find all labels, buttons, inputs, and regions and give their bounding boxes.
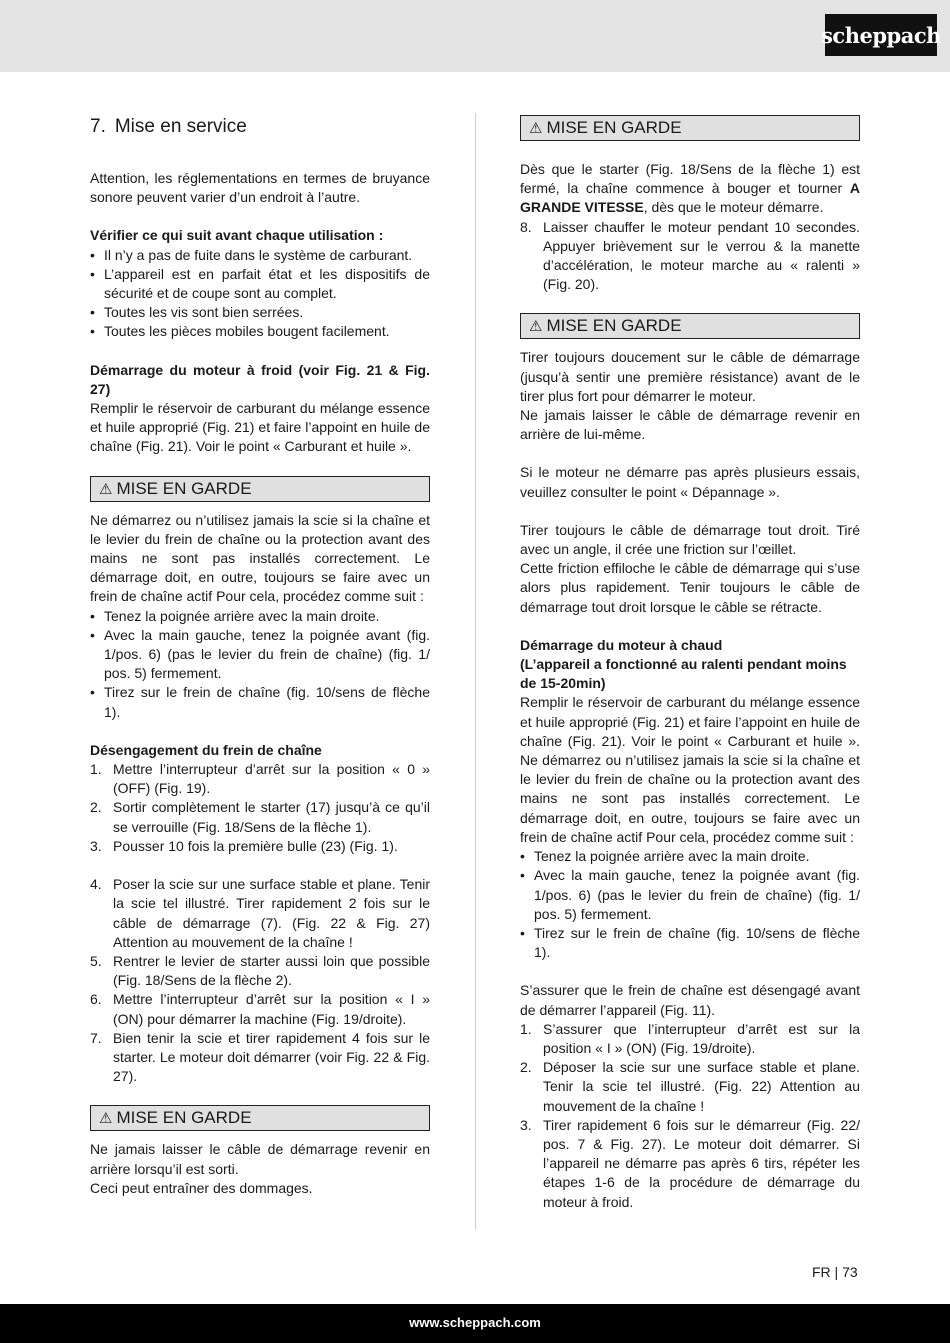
step-item: 1. Mettre l’interrupteur d’arrêt sur la position « 0 » (OFF) (Fig. 19). — [90, 761, 430, 797]
warning-triangle-icon: ⚠ — [99, 1110, 113, 1128]
chain-brake-heading: Désengagement du frein de chaîne — [90, 741, 322, 758]
page-number: FR | 73 — [812, 1264, 858, 1280]
cold-start-heading: Démarrage du moteur à froid (voir Fig. 21 & Fig. 27) — [90, 361, 430, 397]
warning-text: Cette friction effiloche le câble de démarrage qui s’use alors plus rapidement. Tenir toujours le câble de démarrage tout droit lorsque le câble se rétracte. — [520, 560, 860, 615]
right-column — [520, 115, 860, 1212]
check-list — [90, 246, 430, 342]
list-item: • Il n’y a pas de fuite dans le système de carburant. — [90, 246, 413, 263]
step-item: 3. Pousser 10 fois la première bulle (23) (Fig. 1). — [90, 837, 398, 854]
warning-triangle-icon: ⚠ — [529, 120, 543, 137]
list-item: • Avec la main gauche, tenez la poignée avant (fig. 1/pos. 6) (pas le levier du frein de chaîne) (fig. 1/ pos. 5) fermement. — [90, 626, 430, 682]
warning-text: Ne jamais laisser le câble de démarrage revenir en arrière de lui-même. — [520, 407, 860, 443]
warning-box: ⚠ MISE EN GARDE — [90, 476, 430, 502]
step-item: 3. Tirer rapidement 6 fois sur le démarreur (Fig. 22/ pos. 7 & Fig. 27). Le moteur doit démarrer. Si l’appareil ne démarre pas après 6 tirs, répéter les étapes 1-6 de la procédure de démarrage du moteur à froid. — [520, 1116, 860, 1210]
steps-list-b — [90, 875, 430, 1086]
section-number: 7. — [90, 116, 106, 137]
step-item: 2. Déposer la scie sur une surface stable et plane. Tenir la scie tel illustré. (Fig. 22) Attention au mouvement de la chaîne ! — [520, 1059, 860, 1114]
warm-start-subheading: (L’appareil a fonctionné au ralenti pendant moins de 15-20min) — [520, 656, 847, 692]
steps-list-c — [520, 218, 860, 295]
warning-box: ⚠ MISE EN GARDE — [520, 313, 860, 339]
cold-start-text: Remplir le réservoir de carburant du mélange essence et huile approprié (Fig. 21) et faire l’appoint en huile de chaîne (Fig. 21). Voir le point « Carburant et huile ». — [90, 400, 430, 455]
list-item: • Tirez sur le frein de chaîne (fig. 10/sens de flèche 1). — [90, 684, 430, 720]
step-item: 1. S’assurer que l’interrupteur d’arrêt est sur la position « I » (ON) (Fig. 19/droite). — [520, 1020, 860, 1056]
header-bar — [0, 0, 950, 72]
list-item: • Tenez la poignée arrière avec la main droite. — [90, 607, 380, 624]
step-item: 8. Laisser chauffer le moteur pendant 10 secondes. Appuyer brièvement sur le verrou & la manette d’accélération, le moteur marche au « ralenti » (Fig. 20). — [520, 218, 860, 293]
step-item: 4. Poser la scie sur une surface stable et plane. Tenir la scie tel illustré. Tirer rapidement 2 fois sur le câble de démarrage (7). (Fig. 22 & Fig. 27) Attention au mouvement de la chaîne ! — [90, 876, 430, 950]
warning-text: Dès que le starter (Fig. 18/Sens de la flèche 1) est fermé, la chaîne commence à bouger et tourner A GRANDE VITESSE, dès que le moteur démarre. — [520, 161, 860, 216]
warm-list — [520, 847, 860, 962]
warning-text: Ne démarrez ou n’utilisez jamais la scie si la chaîne et le levier du frein de chaîne ou la protection avant des mains ne sont pas installés correctement. Le démarrage doit, en outre, toujours se faire avec un frein de chaîne actif Pour cela, procédez comme suit : — [90, 511, 430, 605]
warm-start-heading: Démarrage du moteur à chaud — [520, 636, 723, 653]
warning-box: ⚠ MISE EN GARDE — [90, 1105, 430, 1131]
list-item: • L’appareil est en parfait état et les dispositifs de sécurité et de coupe sont au complet. — [90, 265, 430, 302]
column-divider — [475, 113, 476, 1230]
steps-list-a — [90, 760, 430, 856]
intro-text: Attention, les réglementations en termes de bruyance sonore peuvent varier d’un endroit à l’autre. — [90, 170, 430, 206]
step-item: 6. Mettre l’interrupteur d’arrêt sur la position « I » (ON) pour démarrer la machine (Fig. 19/droite). — [90, 991, 430, 1027]
list-item: • Tirez sur le frein de chaîne (fig. 10/sens de flèche 1). — [520, 924, 860, 961]
list-item: • Tenez la poignée arrière avec la main droite. — [520, 848, 810, 865]
ensure-text: S’assurer que le frein de chaîne est désengagé avant de démarrer l’appareil (Fig. 11). — [520, 982, 860, 1018]
brand-logo: scheppach — [825, 14, 937, 56]
warning-text: Si le moteur ne démarre pas après plusieurs essais, veuillez consulter le point « Dépannage ». — [520, 464, 860, 500]
warning-text: Tirer toujours doucement sur le câble de démarrage (jusqu’à sentir une première résistance) avant de le tirer plus fort pour démarrer le moteur. — [520, 349, 860, 404]
list-item: • Toutes les pièces mobiles bougent facilement. — [90, 323, 390, 340]
warning-triangle-icon: ⚠ — [529, 318, 543, 336]
warning-text: Ceci peut entraîner des dommages. — [90, 1179, 313, 1196]
list-item: • Avec la main gauche, tenez la poignée avant (fig. 1/pos. 6) (pas le levier du frein de chaîne) (fig. 1/ pos. 5) fermement. — [520, 867, 860, 922]
warning-list — [90, 607, 430, 722]
warning-triangle-icon: ⚠ — [99, 480, 113, 498]
step-item: 5. Rentrer le levier de starter aussi loin que possible (Fig. 18/Sens de la flèche 2). — [90, 952, 430, 989]
warning-box: ⚠ MISE EN GARDE — [520, 115, 860, 141]
left-column — [90, 115, 430, 1198]
step-item: 7. Bien tenir la scie et tirer rapidement 4 fois sur le starter. Le moteur doit démarrer (voir Fig. 22 & Fig. 27). — [90, 1029, 430, 1085]
warm-start-text: Remplir le réservoir de carburant du mélange essence et huile approprié (Fig. 21) et faire l’appoint en huile de chaîne (Fig. 21). Voir le point « Carburant et huile ». Ne démarrez ou n’utilisez jamais la scie si la chaîne et le levier du frein de chaîne ou la protection avant des mains ne sont pas installés correctement. Le démarrage doit, en outre, toujours se faire avec un frein de chaîne actif Pour cela, procédez comme suit : — [520, 694, 860, 845]
footer-bar — [0, 1304, 950, 1343]
section-title — [90, 115, 430, 139]
warning-text: Tirer toujours le câble de démarrage tout droit. Tiré avec un angle, il crée une friction sur l’œillet. — [520, 521, 860, 558]
website-link[interactable]: www.scheppach.com — [409, 1315, 541, 1330]
warm-steps-list — [520, 1020, 860, 1212]
section-title-text: Mise en service — [114, 116, 247, 137]
list-item: • Toutes les vis sont bien serrées. — [90, 304, 304, 321]
step-item: 2. Sortir complètement le starter (17) jusqu’à ce qu’il se verrouille (Fig. 18/Sens de la flèche 1). — [90, 799, 430, 835]
warning-text: Ne jamais laisser le câble de démarrage revenir en arrière lorsqu’il est sorti. — [90, 1141, 430, 1177]
check-heading: Vérifier ce qui suit avant chaque utilisation : — [90, 227, 384, 244]
